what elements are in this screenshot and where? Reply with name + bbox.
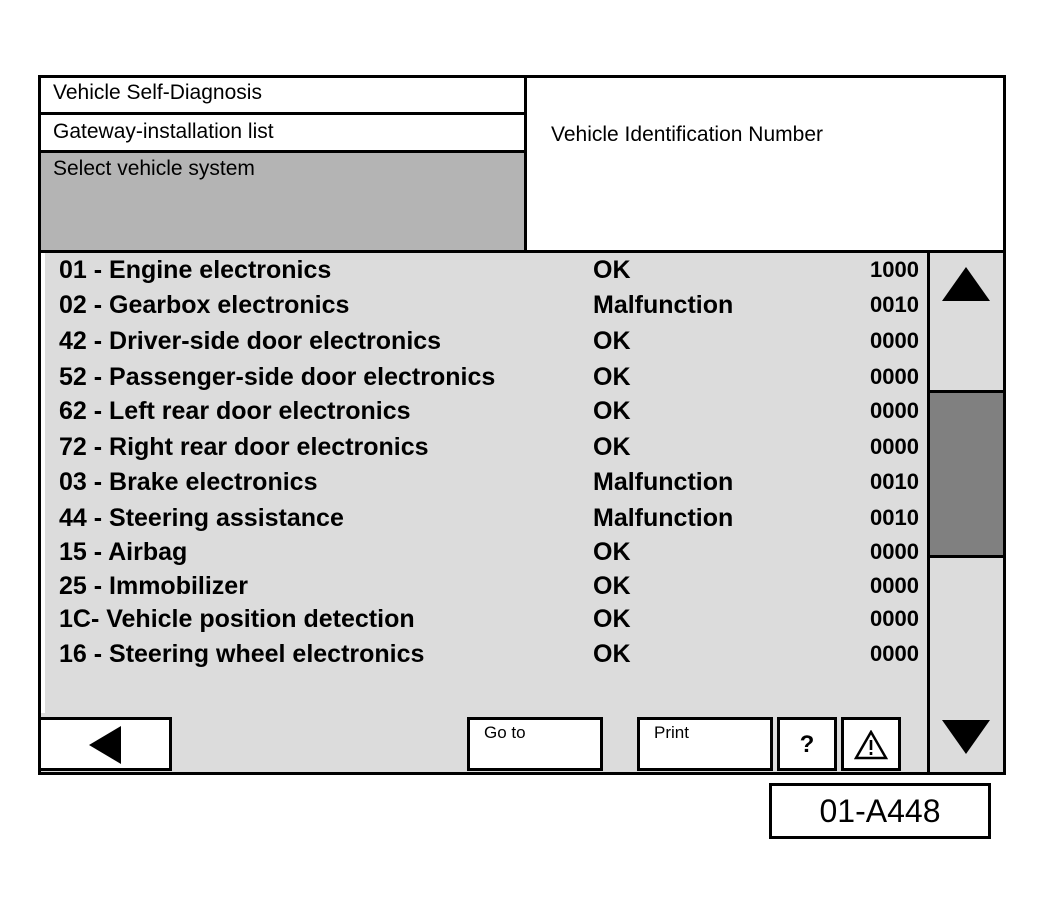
system-name: 01 - Engine electronics bbox=[59, 256, 332, 284]
system-name: 15 - Airbag bbox=[59, 538, 188, 566]
system-status: Malfunction bbox=[593, 291, 734, 319]
list-item[interactable] bbox=[45, 430, 927, 464]
system-name: 52 - Passenger-side door electronics bbox=[59, 363, 496, 391]
system-name: 25 - Immobilizer bbox=[59, 572, 248, 600]
select-prompt: Select vehicle system bbox=[41, 153, 527, 253]
list-item[interactable] bbox=[45, 637, 927, 671]
up-triangle-icon bbox=[940, 263, 992, 303]
system-code: 0010 bbox=[870, 469, 919, 494]
bottom-toolbar bbox=[41, 713, 927, 772]
list-item[interactable] bbox=[45, 569, 927, 603]
system-code: 0000 bbox=[870, 573, 919, 598]
system-status: OK bbox=[593, 363, 631, 391]
system-code: 0010 bbox=[870, 292, 919, 317]
list-item[interactable] bbox=[45, 602, 927, 636]
system-name: 72 - Right rear door electronics bbox=[59, 433, 429, 461]
figure-code-label: 01-A448 bbox=[769, 783, 991, 839]
screen-title: Vehicle Self-Diagnosis bbox=[41, 78, 527, 115]
system-list bbox=[45, 253, 927, 713]
list-item[interactable] bbox=[45, 535, 927, 569]
system-status: Malfunction bbox=[593, 468, 734, 496]
list-item[interactable] bbox=[45, 465, 927, 499]
help-button[interactable]: ? bbox=[777, 717, 837, 771]
list-item[interactable] bbox=[45, 501, 927, 535]
down-triangle-icon bbox=[940, 718, 992, 758]
system-code: 0000 bbox=[870, 398, 919, 423]
warning-triangle-icon bbox=[854, 730, 888, 760]
system-name: 44 - Steering assistance bbox=[59, 504, 344, 532]
list-item[interactable] bbox=[45, 360, 927, 394]
system-name: 62 - Left rear door electronics bbox=[59, 397, 411, 425]
system-status: OK bbox=[593, 538, 631, 566]
scroll-up-button[interactable] bbox=[930, 253, 1003, 393]
system-name: 16 - Steering wheel electronics bbox=[59, 640, 425, 668]
left-triangle-icon bbox=[85, 724, 125, 766]
goto-button[interactable]: Go to bbox=[467, 717, 603, 771]
list-item[interactable] bbox=[45, 288, 927, 322]
system-name: 42 - Driver-side door electronics bbox=[59, 327, 442, 355]
system-code: 1000 bbox=[870, 257, 919, 282]
bottom-divider bbox=[41, 772, 1003, 775]
print-button[interactable]: Print bbox=[637, 717, 773, 771]
system-code: 0000 bbox=[870, 434, 919, 459]
system-status: OK bbox=[593, 572, 631, 600]
screen-subtitle: Gateway-installation list bbox=[41, 115, 527, 153]
system-code: 0010 bbox=[870, 505, 919, 530]
system-name: 02 - Gearbox electronics bbox=[59, 291, 350, 319]
system-status: OK bbox=[593, 256, 631, 284]
scrollbar[interactable] bbox=[927, 253, 1003, 772]
system-code: 0000 bbox=[870, 606, 919, 631]
list-item[interactable] bbox=[45, 324, 927, 358]
system-code: 0000 bbox=[870, 539, 919, 564]
system-code: 0000 bbox=[870, 364, 919, 389]
scroll-down-button[interactable] bbox=[930, 558, 1003, 772]
system-name: 1C- Vehicle position detection bbox=[59, 605, 415, 633]
system-status: OK bbox=[593, 605, 631, 633]
system-status: OK bbox=[593, 640, 631, 668]
list-item[interactable] bbox=[45, 394, 927, 428]
list-item[interactable] bbox=[45, 253, 927, 287]
system-name: 03 - Brake electronics bbox=[59, 468, 318, 496]
system-code: 0000 bbox=[870, 641, 919, 666]
system-status: OK bbox=[593, 327, 631, 355]
system-code: 0000 bbox=[870, 328, 919, 353]
scroll-thumb[interactable] bbox=[930, 393, 1003, 558]
system-status: OK bbox=[593, 433, 631, 461]
warning-button[interactable] bbox=[841, 717, 901, 771]
vin-label: Vehicle Identification Number bbox=[551, 123, 823, 146]
back-button[interactable] bbox=[38, 717, 172, 771]
system-status: OK bbox=[593, 397, 631, 425]
diagnosis-screen bbox=[38, 75, 1006, 775]
system-status: Malfunction bbox=[593, 504, 734, 532]
